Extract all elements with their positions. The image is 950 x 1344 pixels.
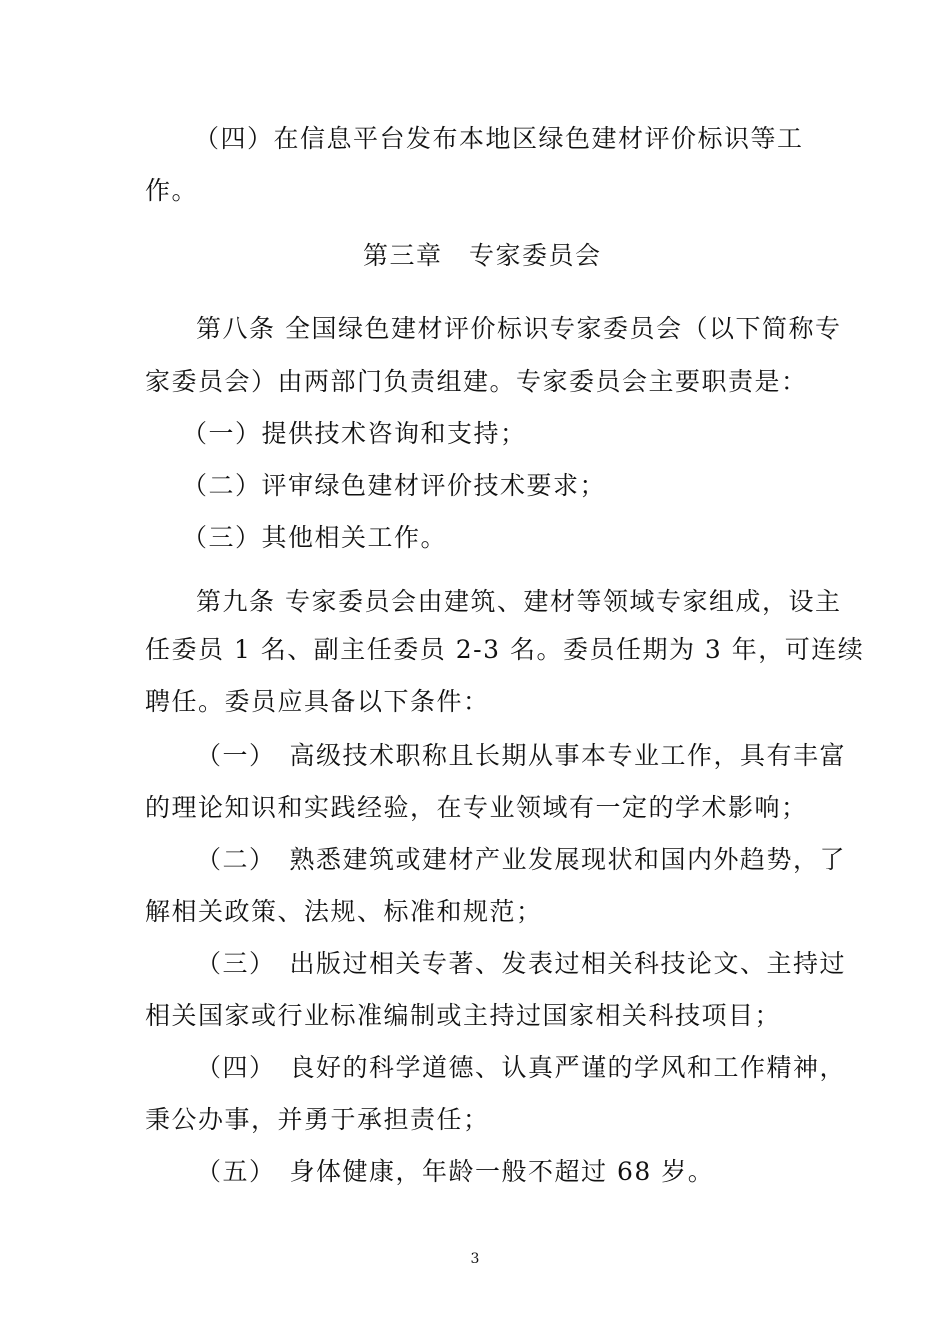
condition-line: （三） 出版过相关专著、发表过相关科技论文、主持过 (196, 949, 847, 978)
condition-line: 秉公办事，并勇于承担责任； (145, 1105, 490, 1134)
list-item: （一）提供技术咨询和支持； (182, 419, 527, 448)
article-8-line: 家委员会）由两部门负责组建。专家委员会主要职责是： (145, 367, 808, 396)
list-item: （二）评审绿色建材评价技术要求； (182, 471, 607, 500)
article-8-line: 第八条 全国绿色建材评价标识专家委员会（以下简称专 (196, 314, 842, 343)
condition-line: （五） 身体健康，年龄一般不超过 68 岁。 (196, 1157, 715, 1186)
article-9-line: 第九条 专家委员会由建筑、建材等领域专家组成，设主 (196, 587, 842, 616)
condition-line: （四） 良好的科学道德、认真严谨的学风和工作精神， (196, 1053, 847, 1082)
condition-line: 的理论知识和实践经验，在专业领域有一定的学术影响； (145, 793, 808, 822)
article-9-line: 聘任。委员应具备以下条件： (145, 687, 490, 716)
paragraph-line: （四）在信息平台发布本地区绿色建材评价标识等工 (194, 124, 804, 153)
condition-line: 相关国家或行业标准编制或主持过国家相关科技项目； (145, 1001, 782, 1030)
condition-line: （一） 高级技术职称且长期从事本专业工作，具有丰富 (196, 741, 847, 770)
condition-line: （二） 熟悉建筑或建材产业发展现状和国内外趋势，了 (196, 845, 847, 874)
condition-line: 解相关政策、法规、标准和规范； (145, 897, 543, 926)
chapter-heading: 第三章 专家委员会 (363, 241, 602, 270)
article-9-line: 任委员 1 名、副主任委员 2-3 名。委员任期为 3 年，可连续 (145, 635, 865, 664)
page-number: 3 (470, 1251, 480, 1267)
paragraph-line: 作。 (145, 176, 199, 205)
list-item: （三）其他相关工作。 (182, 523, 448, 552)
